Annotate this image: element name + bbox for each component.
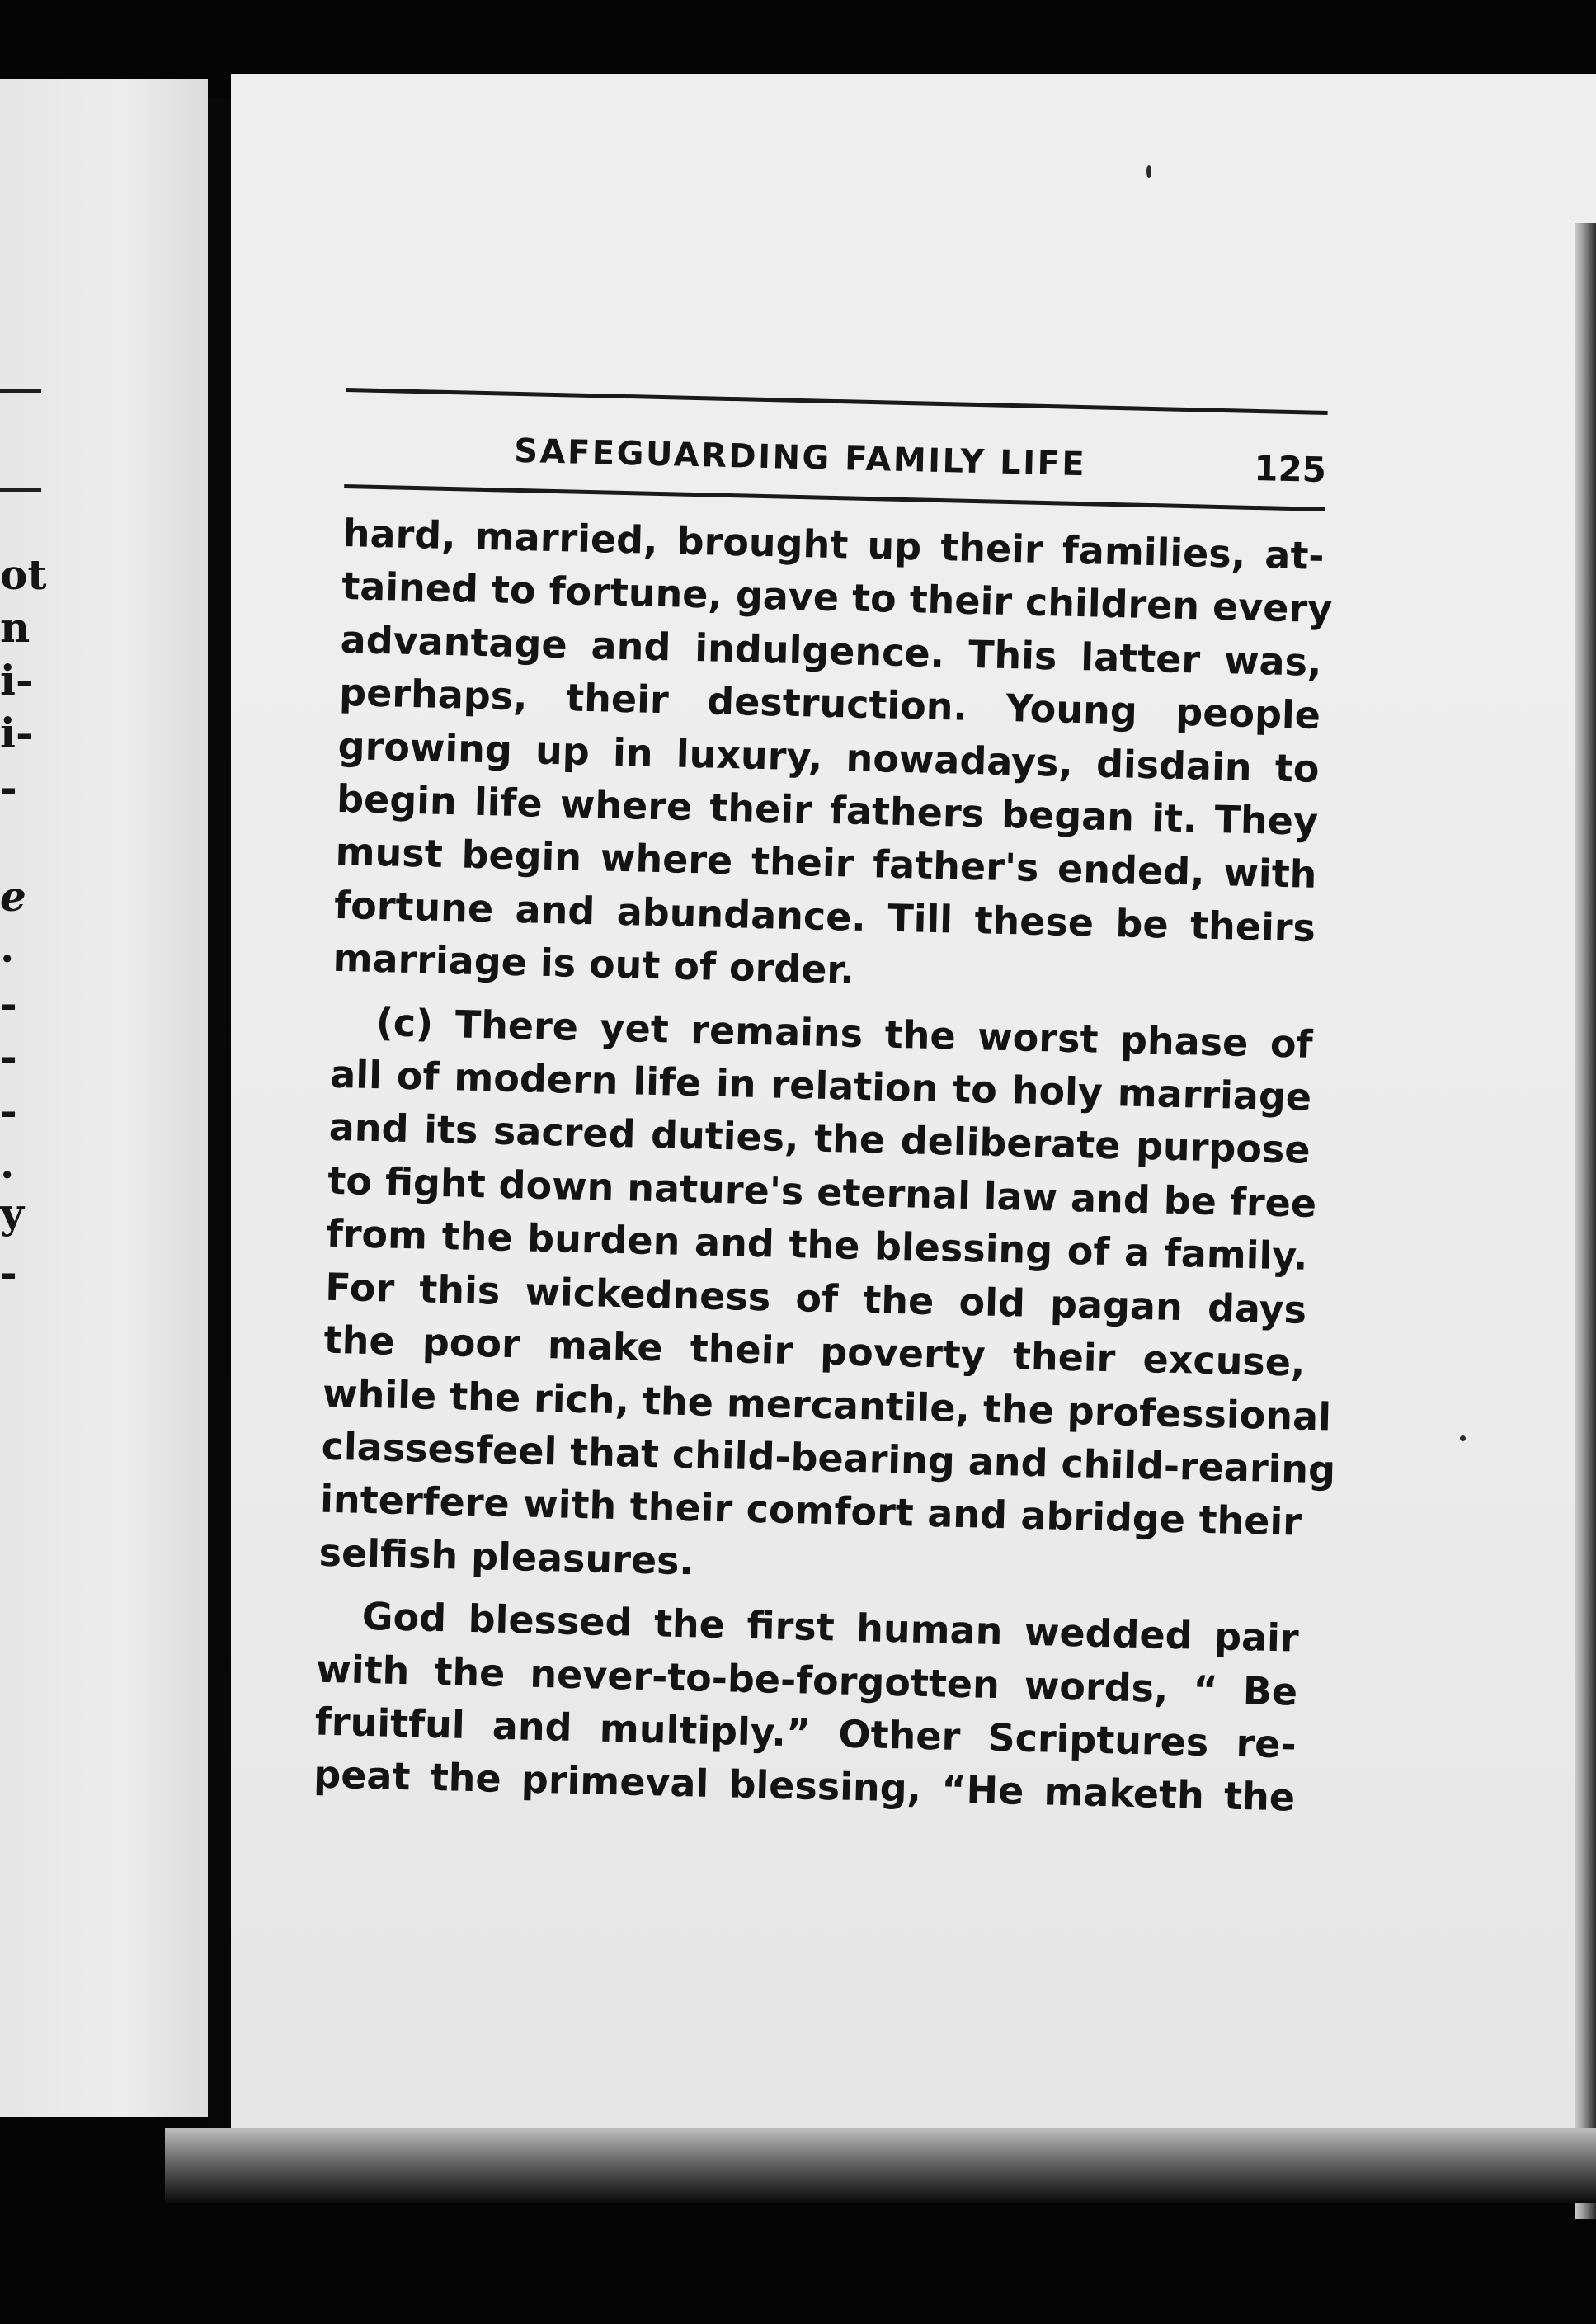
text-line: marriage is out of order.: [332, 936, 855, 992]
left-page-header-rule-lower: [0, 488, 41, 492]
left-page-fragment: e: [0, 872, 26, 921]
text-line: For this wickedness of the old pagan days: [324, 1264, 1307, 1332]
scan-speck: [1460, 1435, 1466, 1441]
left-page-fragment: -: [0, 1032, 17, 1081]
paragraph: [332, 507, 1333, 1008]
left-page-fragment: i-: [0, 709, 33, 757]
body-text: [313, 507, 1336, 1824]
left-page-fragment: y: [0, 1189, 25, 1237]
text-line: hard, married, brought up their families, at-: [342, 510, 1325, 578]
text-line: all of modern life in relation to holy marriage: [329, 1051, 1312, 1120]
left-page-fragment: -: [0, 979, 17, 1028]
page-edge-bottom: [165, 2128, 1596, 2203]
text-line: while the rich, the mercantile, the professional: [322, 1370, 1332, 1439]
text-line: interfere with their comfort and abridge their: [319, 1476, 1302, 1544]
scan-speck: [1146, 165, 1151, 178]
text-line: tained to fortune, gave to their children every: [341, 563, 1333, 632]
left-page-header-rule: [0, 389, 41, 393]
running-header: [344, 417, 1327, 507]
text-line: God blessed the first human wedded pair: [361, 1593, 1300, 1661]
left-page-fragment: i-: [0, 656, 33, 705]
page-text-block: [313, 388, 1336, 1824]
text-line: growing up in luxury, nowadays, disdain to: [337, 723, 1321, 791]
left-page-fragment: .: [0, 1139, 15, 1188]
page-gutter: [208, 99, 231, 2186]
text-line: fortune and abundance. Till these be theirs: [333, 882, 1316, 950]
text-line: and its sacred duties, the deliberate purpose: [328, 1105, 1311, 1173]
text-line: begin life where their fathers began it. They: [336, 775, 1319, 844]
left-page-fragment: -: [0, 763, 17, 812]
text-line: perhaps, their destruction. Young people: [338, 670, 1321, 738]
text-line: from the burden and the blessing of a family.: [326, 1211, 1309, 1280]
text-line: fruitful and multiply.” Other Scriptures re-: [314, 1699, 1297, 1767]
left-page-fragment: -: [0, 1248, 17, 1297]
text-line: (c) There yet remains the worst phase of: [375, 999, 1314, 1067]
left-page-fragment: .: [0, 923, 15, 972]
text-line: peat the primeval blessing, “He maketh the: [313, 1751, 1296, 1820]
text-line: must begin where their father's ended, with: [335, 829, 1318, 898]
text-line: the poor make their poverty their excuse,: [323, 1317, 1306, 1385]
left-facing-page: [0, 79, 208, 2117]
paragraph: [313, 1589, 1300, 1825]
text-line: classesfeel that child-bearing and child-rearing: [321, 1423, 1336, 1492]
running-title: SAFEGUARDING FAMILY LIFE: [513, 431, 1087, 484]
text-line: advantage and indulgence. This latter was,: [340, 616, 1323, 685]
page-edge-right: [1575, 223, 1596, 2219]
text-line: to fight down nature's eternal law and be free: [327, 1157, 1317, 1226]
paragraph: [318, 994, 1336, 1601]
left-page-fragment: -: [0, 1087, 17, 1135]
text-line: with the never-to-be-forgotten words, “ Be: [315, 1646, 1298, 1714]
text-line: selfish pleasures.: [318, 1530, 694, 1584]
left-page-fragment: ot: [0, 550, 47, 599]
page-number: 125: [1253, 447, 1327, 491]
left-page-fragment: n: [0, 603, 31, 652]
